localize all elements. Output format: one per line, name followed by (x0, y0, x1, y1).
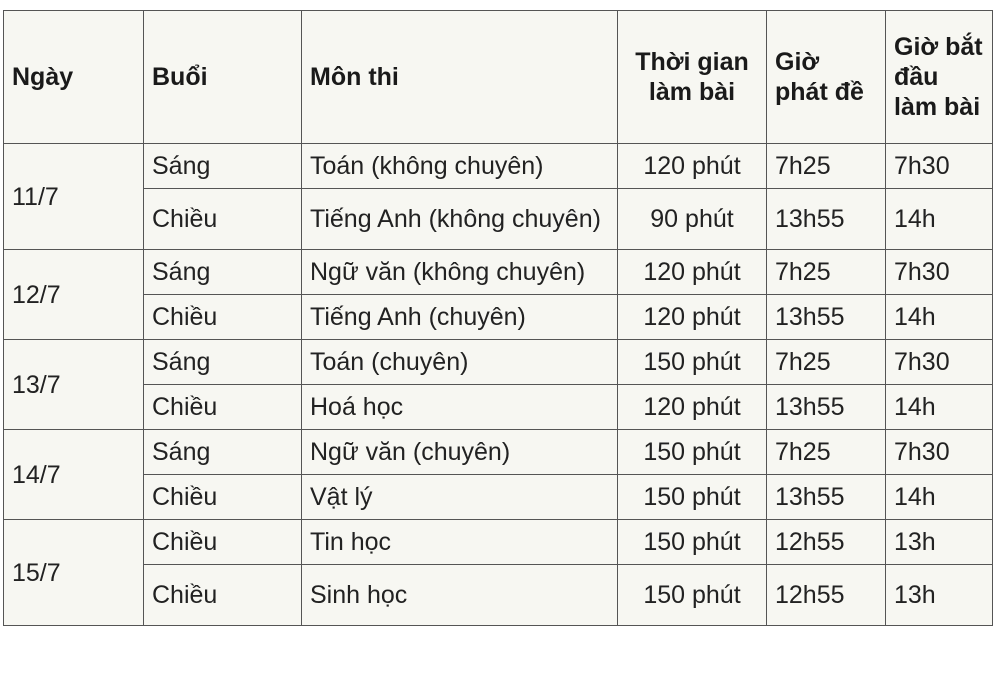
handout-time-cell: 12h55 (767, 520, 886, 565)
duration-cell: 120 phút (618, 385, 767, 430)
day-cell: 15/7 (4, 520, 144, 626)
start-time-cell: 14h (886, 385, 993, 430)
start-time-cell: 14h (886, 189, 993, 250)
day-cell: 12/7 (4, 250, 144, 340)
subject-cell: Toán (không chuyên) (302, 144, 618, 189)
start-time-cell: 14h (886, 295, 993, 340)
table-row (4, 475, 993, 520)
session-cell: Chiều (144, 565, 302, 626)
day-cell: 13/7 (4, 340, 144, 430)
header-thoi-gian: Thời gian làm bài (618, 11, 767, 144)
handout-time-cell: 12h55 (767, 565, 886, 626)
handout-time-cell: 13h55 (767, 295, 886, 340)
subject-cell: Hoá học (302, 385, 618, 430)
table-row (4, 385, 993, 430)
exam-schedule-container (3, 10, 993, 626)
day-cell: 14/7 (4, 430, 144, 520)
handout-time-cell: 13h55 (767, 475, 886, 520)
day-cell: 11/7 (4, 144, 144, 250)
table-row (4, 189, 993, 250)
table-row (4, 430, 993, 475)
subject-cell: Ngữ văn (không chuyên) (302, 250, 618, 295)
subject-cell: Vật lý (302, 475, 618, 520)
start-time-cell: 7h30 (886, 430, 993, 475)
table-row (4, 295, 993, 340)
subject-cell: Tin học (302, 520, 618, 565)
duration-cell: 150 phút (618, 565, 767, 626)
start-time-cell: 7h30 (886, 144, 993, 189)
handout-time-cell: 7h25 (767, 144, 886, 189)
session-cell: Chiều (144, 520, 302, 565)
session-cell: Chiều (144, 295, 302, 340)
exam-schedule-table (3, 10, 993, 626)
session-cell: Chiều (144, 189, 302, 250)
subject-cell: Tiếng Anh (chuyên) (302, 295, 618, 340)
header-row (4, 11, 993, 144)
start-time-cell: 7h30 (886, 340, 993, 385)
session-cell: Sáng (144, 430, 302, 475)
duration-cell: 120 phút (618, 295, 767, 340)
subject-cell: Ngữ văn (chuyên) (302, 430, 618, 475)
session-cell: Chiều (144, 475, 302, 520)
start-time-cell: 13h (886, 520, 993, 565)
table-row (4, 520, 993, 565)
subject-cell: Toán (chuyên) (302, 340, 618, 385)
header-buoi: Buổi (144, 11, 302, 144)
header-ngay: Ngày (4, 11, 144, 144)
subject-cell: Tiếng Anh (không chuyên) (302, 189, 618, 250)
handout-time-cell: 13h55 (767, 385, 886, 430)
handout-time-cell: 7h25 (767, 340, 886, 385)
subject-cell: Sinh học (302, 565, 618, 626)
duration-cell: 150 phút (618, 520, 767, 565)
table-row (4, 340, 993, 385)
duration-cell: 90 phút (618, 189, 767, 250)
duration-cell: 150 phút (618, 340, 767, 385)
duration-cell: 150 phút (618, 430, 767, 475)
start-time-cell: 7h30 (886, 250, 993, 295)
table-row (4, 144, 993, 189)
duration-cell: 120 phút (618, 250, 767, 295)
table-row (4, 250, 993, 295)
header-gio-bat-dau: Giờ bắt đầu làm bài (886, 11, 993, 144)
session-cell: Sáng (144, 144, 302, 189)
duration-cell: 120 phút (618, 144, 767, 189)
handout-time-cell: 13h55 (767, 189, 886, 250)
duration-cell: 150 phút (618, 475, 767, 520)
session-cell: Sáng (144, 250, 302, 295)
table-row (4, 565, 993, 626)
header-mon-thi: Môn thi (302, 11, 618, 144)
session-cell: Chiều (144, 385, 302, 430)
session-cell: Sáng (144, 340, 302, 385)
handout-time-cell: 7h25 (767, 430, 886, 475)
start-time-cell: 13h (886, 565, 993, 626)
header-gio-phat-de: Giờ phát đề (767, 11, 886, 144)
start-time-cell: 14h (886, 475, 993, 520)
handout-time-cell: 7h25 (767, 250, 886, 295)
